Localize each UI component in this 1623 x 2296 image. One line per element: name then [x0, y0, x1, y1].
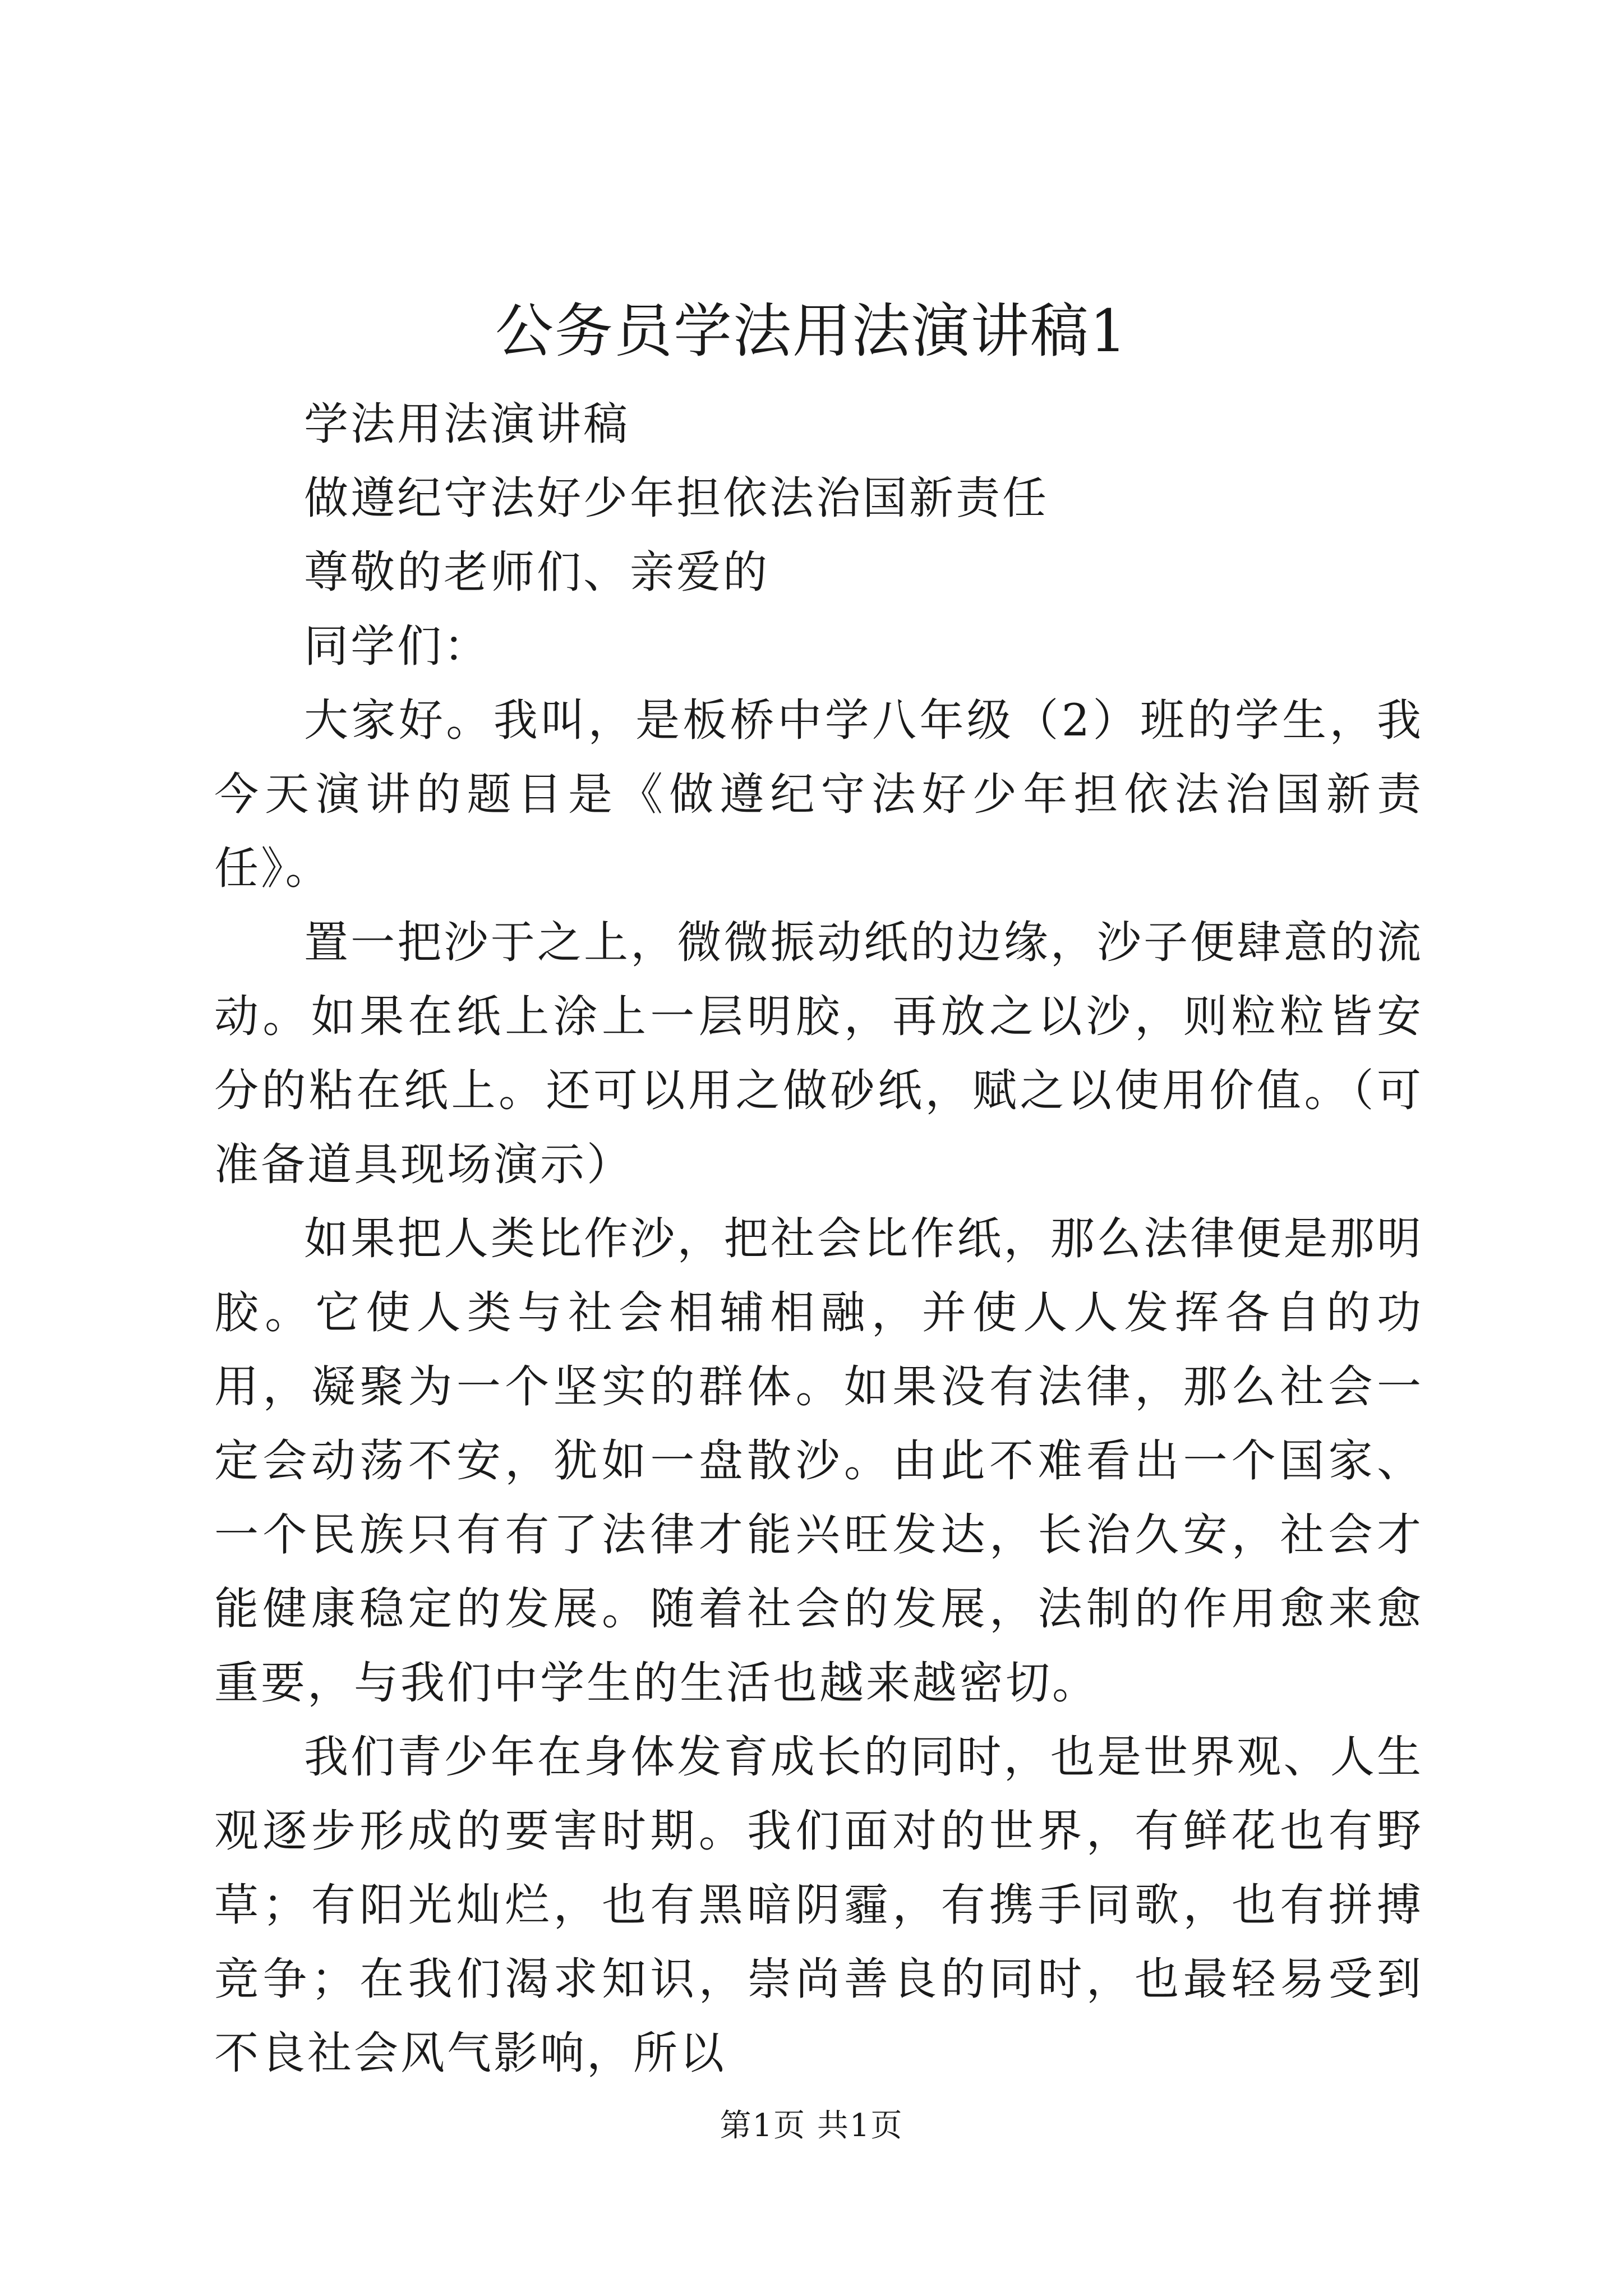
body-paragraph: 同学们：: [304, 620, 490, 672]
body-paragraph: 尊敬的老师们、亲爱的: [304, 546, 769, 598]
body-paragraph: 大家好。我叫，是板桥中学八年级（2）班的学生，我今天演讲的题目是《做遵纪守法好少年担依法治国新责任》。: [214, 694, 1423, 894]
body-paragraph: 我们青少年在身体发育成长的同时，也是世界观、人生观逐步形成的要害时期。我们面对的世界，有鲜花也有野草；有阳光灿烂，也有黑暗阴霾，有携手同歌，也有拼搏竞争；在我们渴求知识，崇尚善良的同时，也最轻易受到不良社会风气影响，所以: [214, 1731, 1423, 2079]
body-paragraph: 学法用法演讲稿: [304, 398, 630, 450]
body-paragraph: 做遵纪守法好少年担依法治国新责任: [304, 472, 1049, 524]
page-footer: 第1页 共1页: [720, 2108, 903, 2144]
body-paragraph: 如果把人类比作沙，把社会比作纸，那么法律便是那明胶。它使人类与社会相辅相融，并使人人发挥各自的功用，凝聚为一个坚实的群体。如果没有法律，那么社会一定会动荡不安，犹如一盘散沙。由此不难看出一个国家、一个民族只有有了法律才能兴旺发达，长治久安，社会才能健康稳定的发展。随着社会的发展，法制的作用愈来愈重要，与我们中学生的生活也越来越密切。: [214, 1213, 1423, 1709]
document-body: [214, 387, 1423, 2090]
document-title: 公务员学法用法演讲稿1: [495, 297, 1128, 365]
body-paragraph: 置一把沙于之上，微微振动纸的边缘，沙子便肆意的流动。如果在纸上涂上一层明胶，再放之以沙，则粒粒皆安分的粘在纸上。还可以用之做砂纸，赋之以使用价值。（可准备道具现场演示）: [214, 917, 1423, 1190]
